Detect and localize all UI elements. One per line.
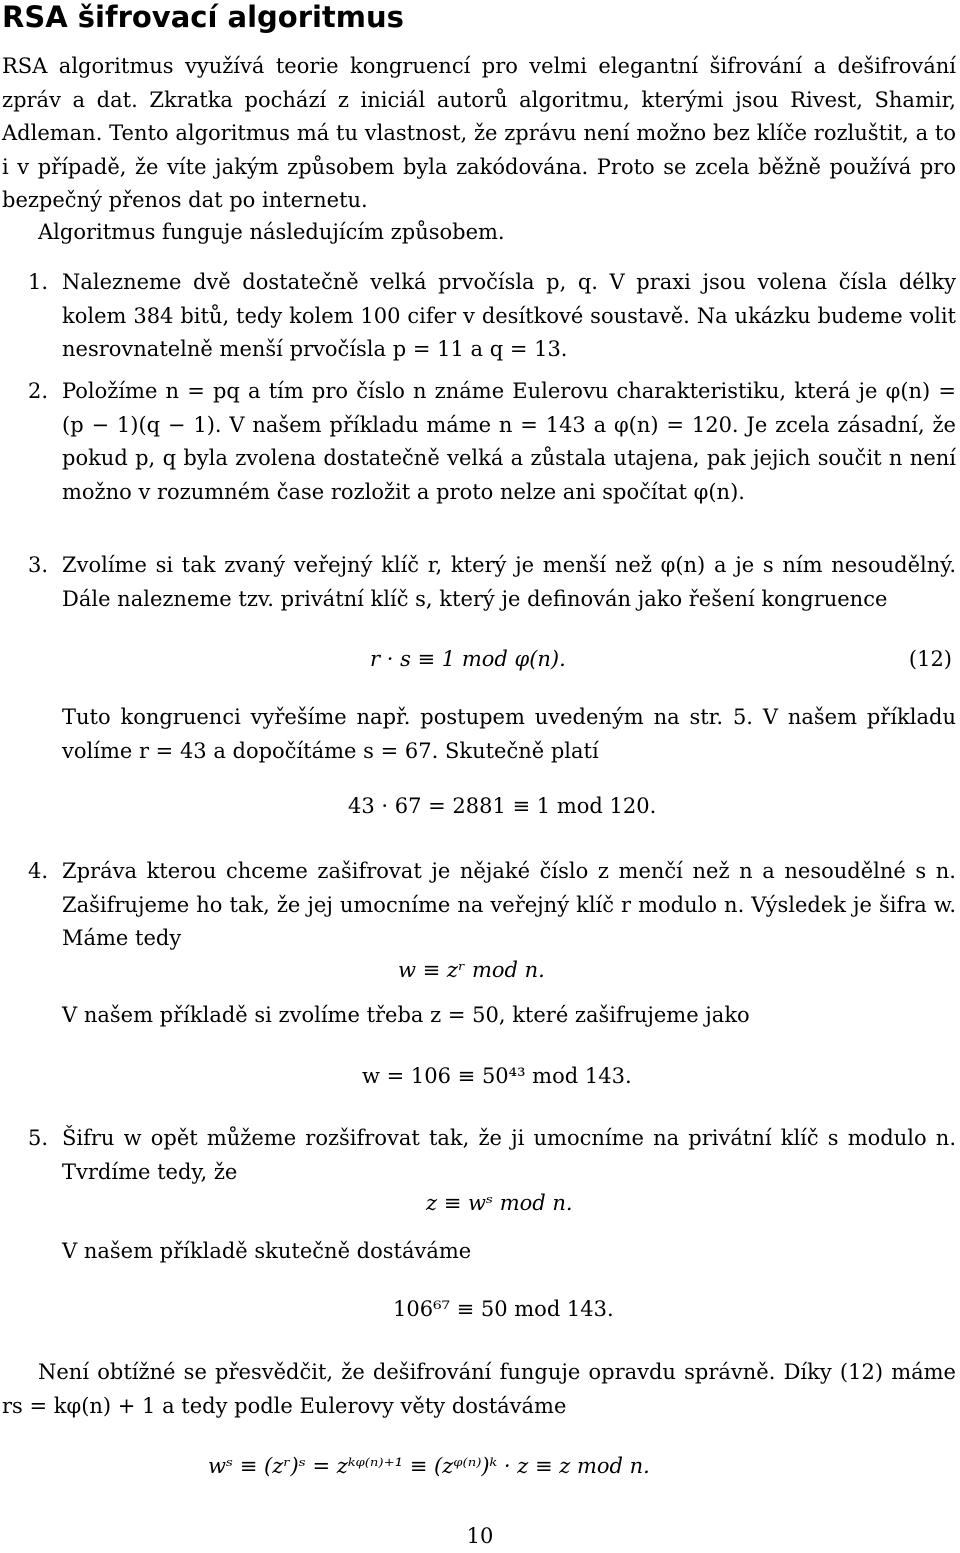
step-text: Zvolíme si tak zvaný veřejný klíč r, který je menší než φ(n) a je s ním nesoudělný. Dále nalezneme tzv. privátní klíč s, který je definován jako řešení kongruence	[62, 553, 956, 611]
step-text: Nalezneme dvě dostatečně velká prvočísla p, q. V praxi jsou volena čísla délky kolem 384 bitů, tedy kolem 100 cifer v desítkové soustavě. Na ukázku budeme volit nesrovnatelně menší prvočísla p = 11 a q = 13.	[62, 270, 956, 362]
step-text: Zpráva kterou chceme zašifrovat je nějaké číslo z menčí než n a nesoudělné s n. Zašifrujeme ho tak, že jej umocníme na veřejný klíč r modulo n. Výsledek je šifra w. Máme tedy	[62, 859, 956, 951]
step-3	[28, 549, 956, 839]
step-text-continued: V našem příkladě si zvolíme třeba z = 50, které zašifrujeme jako	[62, 1003, 750, 1027]
step-text-continued: Tuto kongruenci vyřešíme např. postupem uvedeným na str. 5. V našem příkladu volíme r = 43 a dopočítáme s = 67. Skutečně platí	[62, 705, 956, 763]
step-text: Položíme n = pq a tím pro číslo n známe Eulerovu charakteristiku, která je φ(n) = (p − 1)(q − 1). V našem příkladu máme n = 143 a φ(n) = 120. Je zcela zásadní, že pokud p, q byla zvolena dostatečně velká a zůstala utajena, pak jejich součit n není možno v rozumném čase rozložit a proto nelze ani spočítat φ(n).	[62, 379, 956, 504]
verification-equation: 43 · 67 = 2881 ≡ 1 mod 120.	[348, 794, 657, 818]
encryption-equation: w ≡ zʳ mod n.	[398, 958, 545, 982]
step-4	[28, 855, 956, 1105]
equation-number: (12)	[908, 647, 952, 671]
step-number: 3.	[28, 553, 49, 577]
step-1	[28, 266, 956, 368]
decryption-example-equation: 106⁶⁷ ≡ 50 mod 143.	[393, 1297, 614, 1321]
page-number: 10	[466, 1524, 494, 1548]
step-text-continued: V našem příkladě skutečně dostáváme	[62, 1239, 472, 1263]
euler-proof-equation: wˢ ≡ (zʳ)ˢ = zᵏᵠ⁽ⁿ⁾⁺¹ ≡ (zᵠ⁽ⁿ⁾)ᵏ · z ≡ z mod n.	[208, 1454, 650, 1478]
algorithm-intro: Algoritmus funguje následujícím způsobem.	[38, 220, 505, 244]
step-number: 1.	[28, 270, 49, 294]
congruence-equation: r · s ≡ 1 mod φ(n).	[370, 647, 566, 671]
section-title: RSA šifrovací algoritmus	[2, 0, 404, 34]
step-text: Šifru w opět můžeme rozšifrovat tak, že ji umocníme na privátní klíč s modulo n. Tvrdíme tedy, že	[62, 1126, 956, 1184]
step-number: 4.	[28, 859, 49, 883]
step-number: 2.	[28, 379, 49, 403]
step-number: 5.	[28, 1126, 49, 1150]
decryption-equation: z ≡ wˢ mod n.	[426, 1191, 573, 1215]
step-2	[28, 375, 956, 545]
encryption-example-equation: w = 106 ≡ 50⁴³ mod 143.	[362, 1064, 632, 1088]
step-5	[28, 1122, 956, 1332]
intro-paragraph: RSA algoritmus využívá teorie kongruencí pro velmi elegantní šifrování a dešifrování zpráv a dat. Zkratka pochází z iniciál autorů algoritmu, kterými jsou Rivest, Shamir, Adleman. Tento algoritmus má tu vlastnost, že zprávu není možno bez klíče rozluštit, a to i v případě, že víte jakým způsobem byla zakódována. Proto se zcela běžně používá pro bezpečný přenos dat po internetu.	[2, 54, 956, 213]
conclusion-paragraph: Není obtížné se přesvědčit, že dešifrování funguje opravdu správně. Díky (12) máme rs = kφ(n) + 1 a tedy podle Eulerovy věty dostáváme	[2, 1360, 956, 1418]
